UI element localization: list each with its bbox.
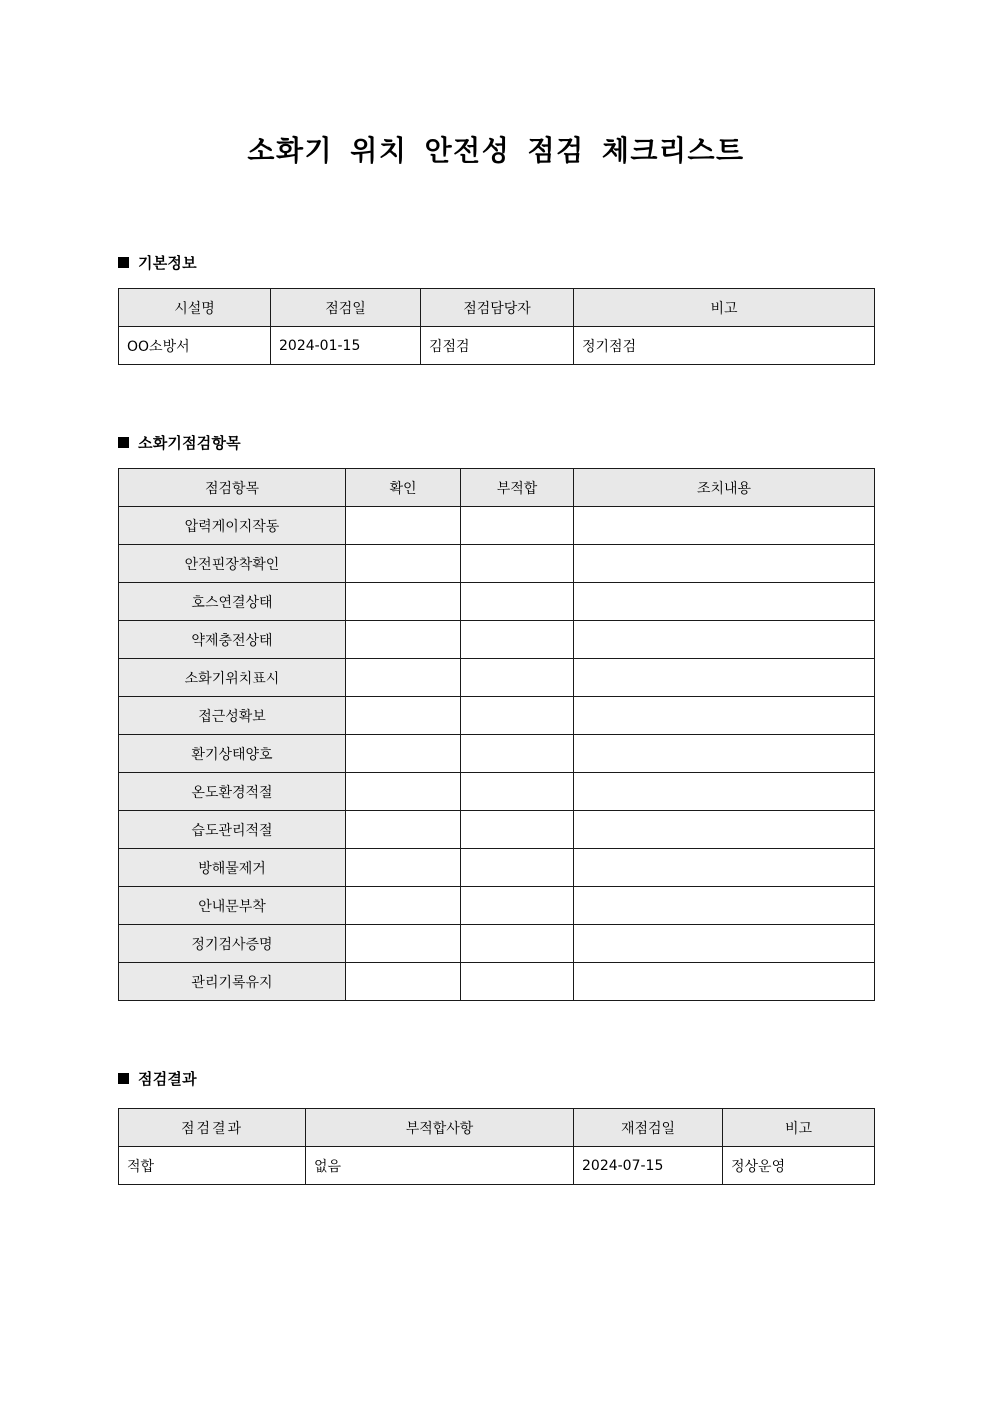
cell-action-details[interactable]	[574, 507, 875, 545]
section-heading-inspection-items-label: 소화기점검항목	[138, 434, 241, 452]
cell-action-details[interactable]	[574, 697, 875, 735]
col-header-remarks: 비고	[574, 289, 875, 327]
section-heading-inspection-items	[118, 432, 241, 453]
cell-check-mark[interactable]	[346, 507, 461, 545]
cell-nonconformity-mark[interactable]	[461, 583, 574, 621]
table-row	[119, 963, 875, 1001]
cell-result-remarks: 정상운영	[723, 1147, 875, 1185]
cell-check-mark[interactable]	[346, 735, 461, 773]
cell-action-details[interactable]	[574, 849, 875, 887]
cell-nonconformity-mark[interactable]	[461, 925, 574, 963]
cell-check-mark[interactable]	[346, 887, 461, 925]
cell-check-mark[interactable]	[346, 963, 461, 1001]
col-header-nonconformity-details: 부적합사항	[306, 1109, 574, 1147]
cell-nonconformity-details: 없음	[306, 1147, 574, 1185]
cell-check-mark[interactable]	[346, 697, 461, 735]
cell-check-mark[interactable]	[346, 925, 461, 963]
table-row	[119, 925, 875, 963]
cell-inspection-item: 호스연결상태	[119, 583, 346, 621]
cell-facility-name: OO소방서	[119, 327, 271, 365]
cell-check-mark[interactable]	[346, 659, 461, 697]
cell-action-details[interactable]	[574, 887, 875, 925]
table-header-row	[119, 289, 875, 327]
col-header-reinspection-date: 재점검일	[574, 1109, 723, 1147]
page-title: 소화기 위치 안전성 점검 체크리스트	[247, 134, 745, 167]
cell-nonconformity-mark[interactable]	[461, 545, 574, 583]
cell-nonconformity-mark[interactable]	[461, 963, 574, 1001]
cell-nonconformity-mark[interactable]	[461, 659, 574, 697]
cell-reinspection-date: 2024-07-15	[574, 1147, 723, 1185]
table-row	[119, 773, 875, 811]
cell-inspection-item: 접근성확보	[119, 697, 346, 735]
col-header-result-remarks: 비고	[723, 1109, 875, 1147]
section-heading-basic-info	[118, 252, 197, 273]
table-row	[119, 327, 875, 365]
table-row	[119, 545, 875, 583]
section-heading-basic-info-label: 기본정보	[138, 254, 197, 272]
cell-check-mark[interactable]	[346, 545, 461, 583]
table-row	[119, 735, 875, 773]
cell-nonconformity-mark[interactable]	[461, 811, 574, 849]
cell-inspection-item: 압력게이지작동	[119, 507, 346, 545]
cell-check-mark[interactable]	[346, 583, 461, 621]
cell-action-details[interactable]	[574, 925, 875, 963]
cell-check-mark[interactable]	[346, 773, 461, 811]
cell-action-details[interactable]	[574, 963, 875, 1001]
cell-action-details[interactable]	[574, 659, 875, 697]
cell-inspection-item: 관리기록유지	[119, 963, 346, 1001]
cell-inspection-item: 안전핀장착확인	[119, 545, 346, 583]
cell-nonconformity-mark[interactable]	[461, 773, 574, 811]
col-header-inspector: 점검담당자	[421, 289, 574, 327]
table-row	[119, 697, 875, 735]
cell-inspection-item: 소화기위치표시	[119, 659, 346, 697]
col-header-inspection-date: 점검일	[271, 289, 421, 327]
cell-inspection-item: 환기상태양호	[119, 735, 346, 773]
filled-square-bullet-icon	[118, 437, 129, 448]
cell-action-details[interactable]	[574, 545, 875, 583]
table-row	[119, 583, 875, 621]
cell-nonconformity-mark[interactable]	[461, 887, 574, 925]
cell-nonconformity-mark[interactable]	[461, 735, 574, 773]
table-header-row	[119, 469, 875, 507]
col-header-action-details: 조치내용	[574, 469, 875, 507]
cell-remarks: 정기점검	[574, 327, 875, 365]
cell-inspection-item: 안내문부착	[119, 887, 346, 925]
cell-inspector: 김점검	[421, 327, 574, 365]
col-header-inspection-item: 점검항목	[119, 469, 346, 507]
cell-inspection-item: 습도관리적절	[119, 811, 346, 849]
table-header-row	[119, 1109, 875, 1147]
table-row	[119, 811, 875, 849]
cell-inspection-item: 약제충전상태	[119, 621, 346, 659]
table-row	[119, 887, 875, 925]
cell-inspection-item: 정기검사증명	[119, 925, 346, 963]
cell-check-mark[interactable]	[346, 621, 461, 659]
cell-inspection-date: 2024-01-15	[271, 327, 421, 365]
cell-inspection-item: 방해물제거	[119, 849, 346, 887]
col-header-result: 점검결과	[119, 1109, 306, 1147]
inspection-items-table	[118, 468, 875, 1001]
cell-action-details[interactable]	[574, 773, 875, 811]
section-heading-result	[118, 1068, 197, 1089]
basic-info-table	[118, 288, 875, 365]
cell-action-details[interactable]	[574, 811, 875, 849]
col-header-check: 확인	[346, 469, 461, 507]
filled-square-bullet-icon	[118, 1073, 129, 1084]
table-row	[119, 849, 875, 887]
cell-result: 적합	[119, 1147, 306, 1185]
cell-nonconformity-mark[interactable]	[461, 621, 574, 659]
table-row	[119, 507, 875, 545]
table-row	[119, 621, 875, 659]
cell-inspection-item: 온도환경적절	[119, 773, 346, 811]
cell-nonconformity-mark[interactable]	[461, 849, 574, 887]
cell-check-mark[interactable]	[346, 849, 461, 887]
cell-action-details[interactable]	[574, 735, 875, 773]
col-header-facility-name: 시설명	[119, 289, 271, 327]
filled-square-bullet-icon	[118, 257, 129, 268]
section-heading-result-label: 점검결과	[138, 1070, 197, 1088]
result-table	[118, 1108, 875, 1185]
table-row	[119, 1147, 875, 1185]
cell-nonconformity-mark[interactable]	[461, 697, 574, 735]
table-row	[119, 659, 875, 697]
col-header-nonconformity: 부적합	[461, 469, 574, 507]
cell-action-details[interactable]	[574, 621, 875, 659]
cell-nonconformity-mark[interactable]	[461, 507, 574, 545]
cell-check-mark[interactable]	[346, 811, 461, 849]
cell-action-details[interactable]	[574, 583, 875, 621]
